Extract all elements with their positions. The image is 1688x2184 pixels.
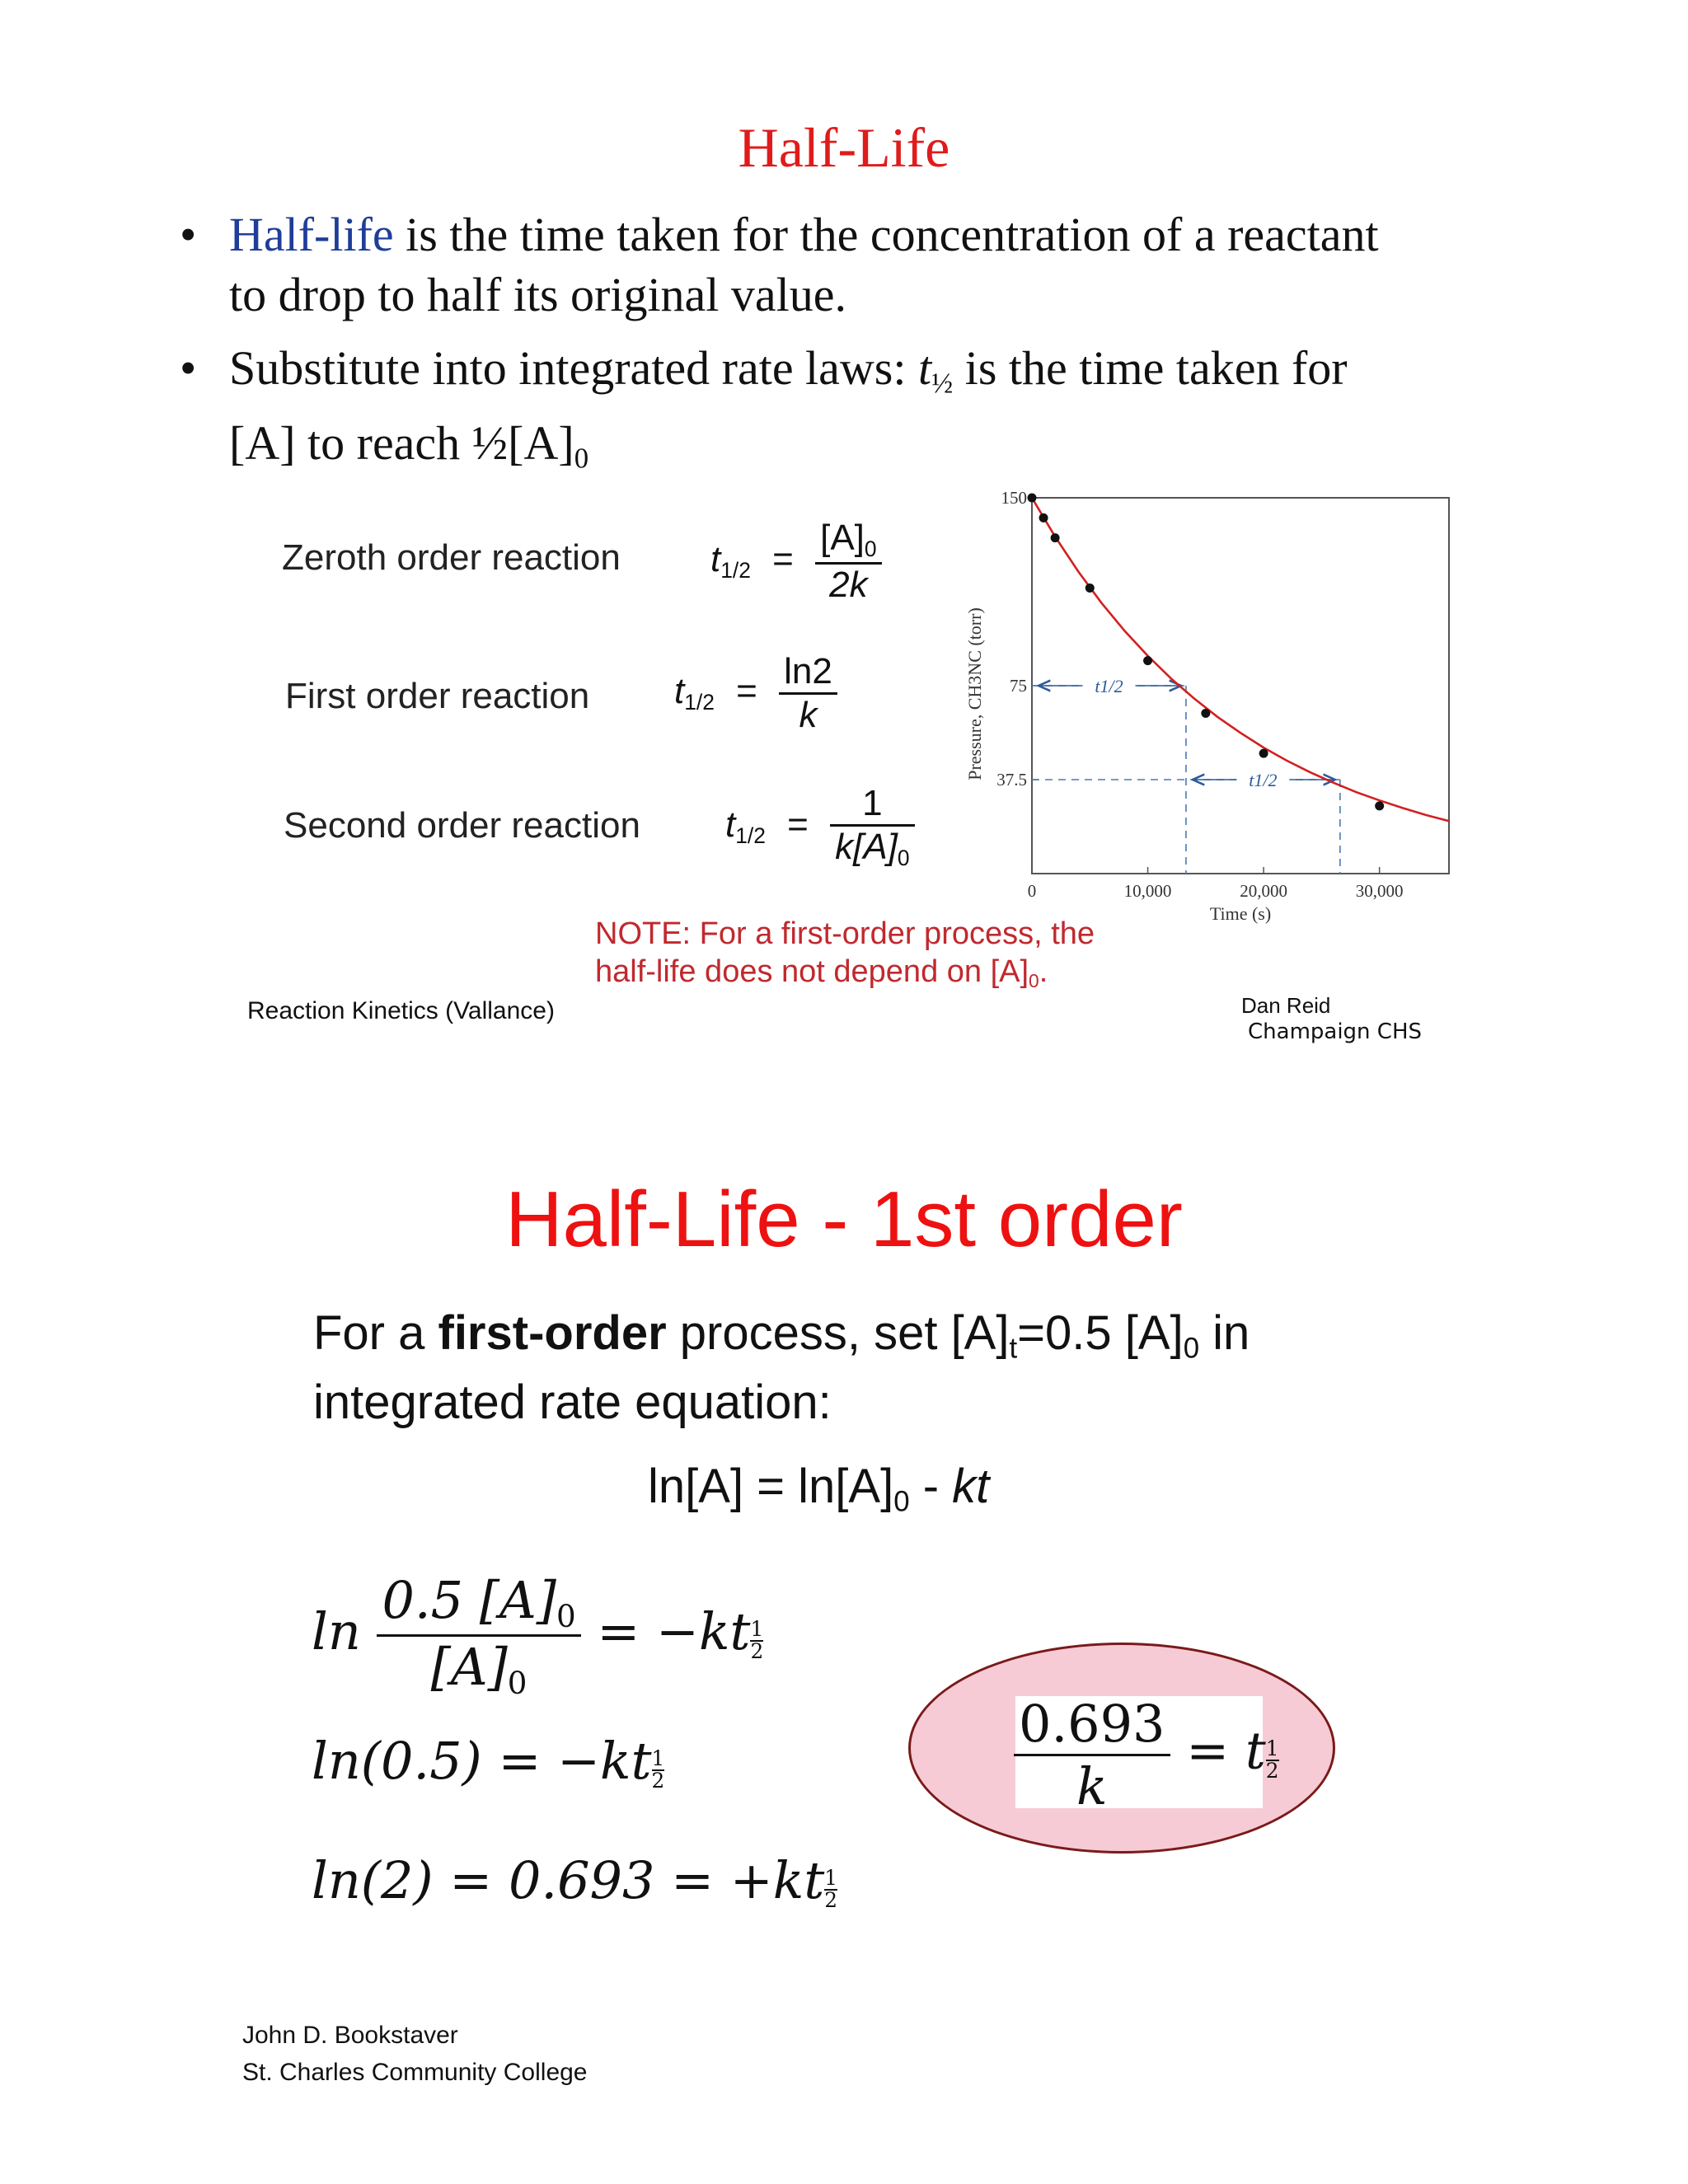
result-numerator: 0.693 (1014, 1694, 1170, 1756)
note-line1: NOTE: For a first-order process, the (595, 916, 1095, 951)
bullet-substitute (180, 338, 1424, 489)
note-line2-end: . (1039, 954, 1048, 989)
eq-numerator-sub: 0 (864, 536, 877, 561)
eq-denominator: k (799, 695, 818, 735)
second-order-label: Second order reaction (284, 805, 640, 846)
half-life-result (1014, 1694, 1279, 1816)
derivation-step-3 (312, 1850, 837, 1911)
half-fraction: $\frac{1}{2}$ (1265, 1736, 1279, 1783)
data-point (1085, 583, 1095, 593)
ln-symbol: ln (312, 1601, 361, 1661)
data-point (1039, 513, 1048, 523)
bullet-dot: • (180, 208, 197, 261)
eq-equals: = (772, 539, 794, 580)
half-fraction: $\frac{1}{2}$ (750, 1617, 764, 1663)
eq-fraction (779, 651, 837, 736)
step1-fraction (377, 1570, 580, 1701)
eq-lhs-sub: 1/2 (735, 823, 766, 848)
eq-denominator: 2k (829, 564, 868, 605)
eq-numerator: [A] (820, 518, 865, 558)
eq-lhs: t (710, 539, 721, 580)
derivation-step-2 (312, 1731, 664, 1792)
bullet-text: Substitute into integrated rate laws: (229, 341, 918, 395)
result-rhs: = t (1170, 1720, 1266, 1781)
step2-expression: ln(0.5) = −kt (312, 1731, 652, 1791)
rate-eq-kt: kt (952, 1460, 990, 1513)
rate-eq-minus: - (909, 1460, 953, 1513)
slide2-title: Half-Life - 1st order (505, 1175, 1183, 1263)
data-point (1028, 494, 1037, 503)
data-point (1259, 749, 1268, 758)
eq-lhs-sub: 1/2 (720, 557, 751, 583)
result-fraction (1014, 1694, 1170, 1816)
eq-equals: = (736, 671, 757, 712)
intro-text-3: =0.5 [A] (1017, 1306, 1184, 1360)
data-point (1201, 709, 1210, 718)
derivation-step-1 (312, 1570, 763, 1701)
y-tick-label: 75 (1010, 676, 1027, 696)
bullet-text: is the time taken for the concentration of a reactant to drop to half its original value. (229, 208, 1379, 321)
pressure-time-chart (956, 486, 1467, 931)
x-tick-label: 20,000 (1240, 881, 1287, 901)
source-caption: Reaction Kinetics (Vallance) (247, 997, 555, 1024)
author-school: Champaign CHS (1248, 1019, 1423, 1044)
intro-sub-t: t (1009, 1332, 1018, 1365)
y-tick-label: 37.5 (996, 770, 1027, 790)
x-axis-label: Time (s) (1209, 903, 1272, 924)
half-life-label: t1/2 (1249, 770, 1278, 790)
eq-lhs-sub: 1/2 (684, 690, 715, 715)
intro-bold: first-order (438, 1306, 667, 1360)
step1-denominator: [A] (430, 1637, 508, 1698)
bullet-half-life-definition (180, 204, 1424, 325)
first-order-equation (674, 651, 837, 736)
rate-eq-sub: 0 (893, 1485, 910, 1518)
step1-num-sub: 0 (556, 1598, 576, 1635)
eq-denominator-sub: 0 (897, 845, 910, 870)
data-point (1051, 533, 1060, 542)
x-tick-label: 10,000 (1123, 881, 1172, 901)
bullet-text-2: is the time taken for [A] to reach ½[A] (229, 341, 1348, 471)
note-first-order (595, 915, 1172, 1000)
step1-den-sub: 0 (507, 1665, 528, 1702)
eq-numerator: ln2 (779, 651, 837, 695)
half-fraction: $\frac{1}{2}$ (651, 1746, 665, 1793)
zeroth-order-equation (710, 518, 882, 606)
credit-name: John D. Bookstaver (242, 2022, 458, 2049)
eq-lhs: t (725, 804, 736, 846)
intro-sub-0: 0 (1183, 1332, 1200, 1365)
note-line2: half-life does not depend on [A] (595, 954, 1029, 989)
eq-fraction (815, 518, 881, 606)
data-point (1143, 656, 1152, 665)
zeroth-order-label: Zeroth order reaction (282, 537, 621, 578)
a0-sub: 0 (574, 442, 589, 475)
eq-denominator: k[A] (835, 827, 898, 867)
credit-institution: St. Charles Community College (242, 2059, 588, 2086)
slide2-intro (313, 1306, 1385, 1430)
rate-eq-a: ln[A] = ln[A] (648, 1460, 894, 1513)
intro-text-4: in integrated rate equation: (313, 1306, 1250, 1430)
eq-equals: = (787, 804, 809, 846)
integrated-rate-equation (648, 1459, 989, 1518)
t-symbol: t (918, 341, 932, 395)
x-tick-label: 30,000 (1355, 881, 1404, 901)
slide1-title: Half-Life (738, 116, 950, 179)
eq-lhs: t (674, 671, 685, 712)
y-tick-label: 150 (1001, 488, 1027, 508)
step1-rhs: = −kt (580, 1601, 751, 1661)
step3-expression: ln(2) = 0.693 = +kt (312, 1850, 825, 1910)
eq-fraction (830, 783, 914, 871)
author-name: Dan Reid (1241, 993, 1331, 1018)
t-symbol-sub: ½ (931, 367, 954, 400)
intro-text-2: process, set [A] (666, 1306, 1010, 1360)
note-line2-sub: 0 (1029, 969, 1039, 991)
term-half-life: Half-life (229, 208, 394, 261)
result-denominator: k (1076, 1756, 1108, 1816)
bullet-dot: • (180, 341, 197, 395)
first-order-label: First order reaction (285, 676, 590, 716)
eq-numerator: 1 (830, 783, 914, 827)
intro-text: For a (313, 1306, 438, 1360)
x-tick-label: 0 (1027, 881, 1037, 901)
y-axis-label: Pressure, CH3NC (torr) (964, 607, 985, 780)
step1-numerator: 0.5 [A] (382, 1570, 556, 1630)
data-point (1375, 801, 1384, 810)
half-life-label: t1/2 (1095, 676, 1123, 696)
half-fraction: $\frac{1}{2}$ (824, 1866, 838, 1913)
second-order-equation (725, 783, 915, 871)
